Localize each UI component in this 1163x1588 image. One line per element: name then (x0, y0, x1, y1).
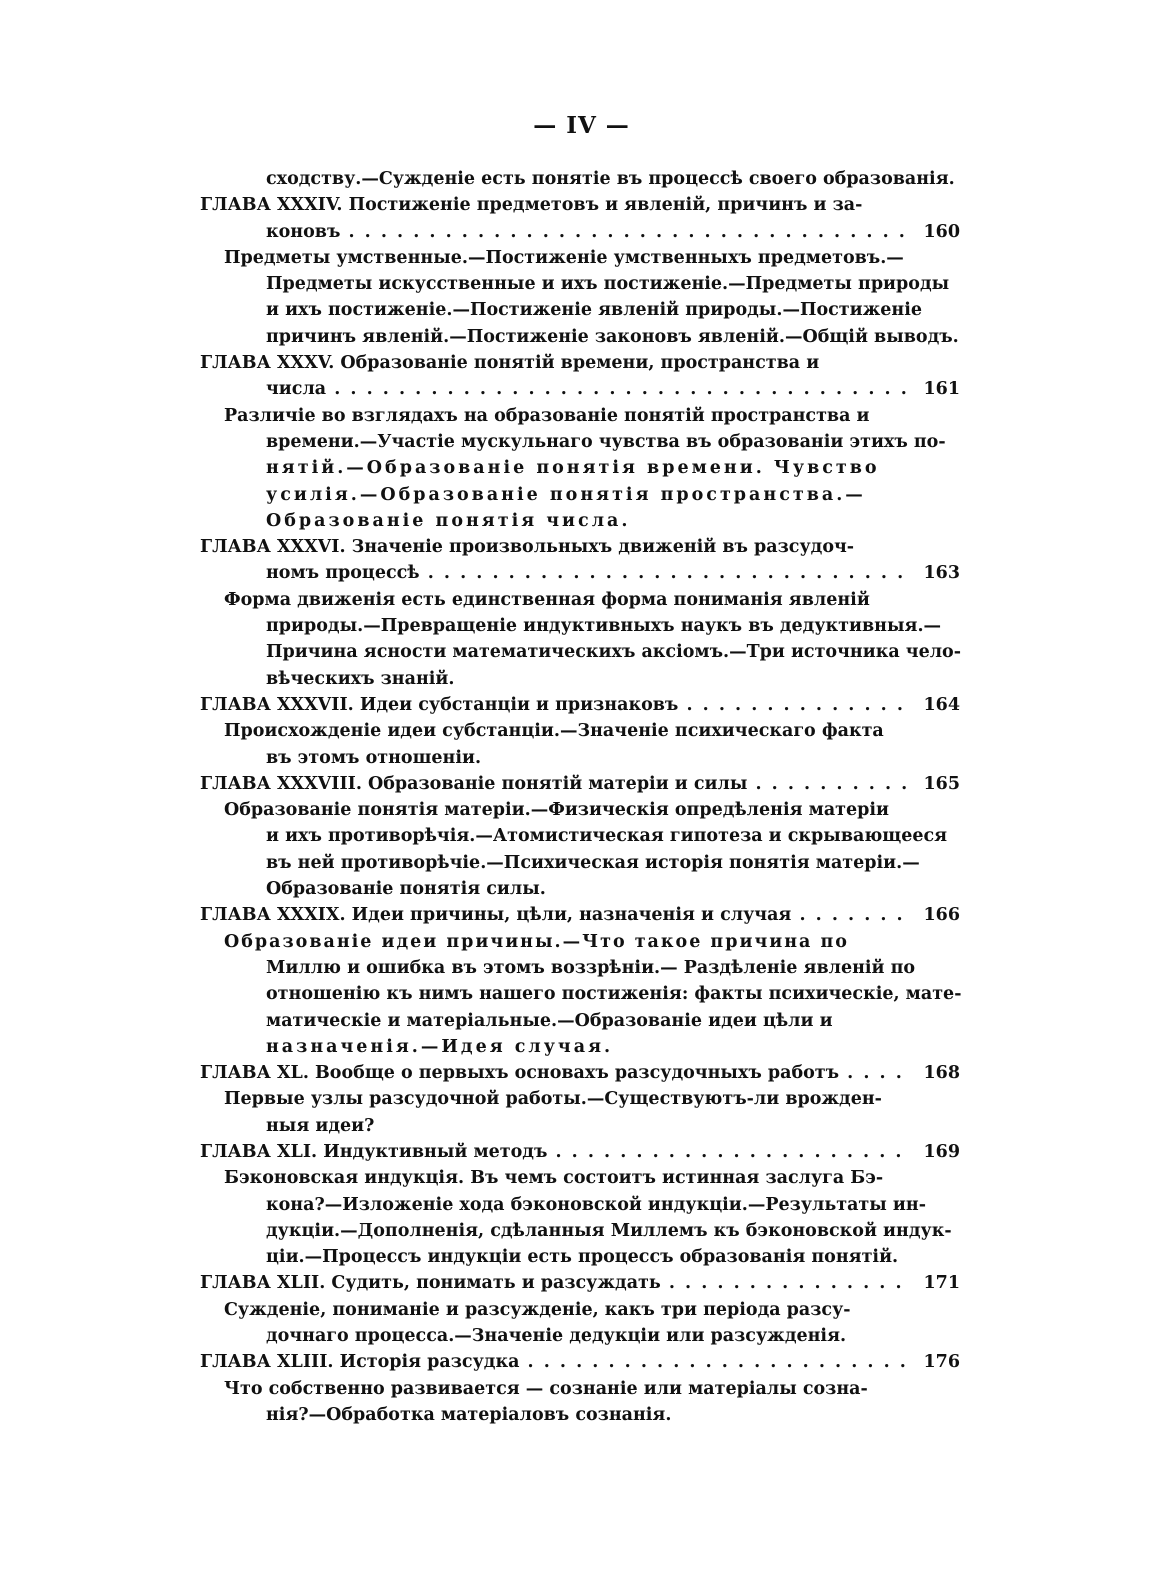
chapter-desc-line: Образованіе понятія числа. (266, 510, 631, 531)
chapter-desc-line: вѣческихъ знаній. (266, 668, 455, 689)
page-number: 168 (923, 1063, 960, 1084)
chapter-title: ГЛАВА XLII. Судить, понимать и разсуждать . . . (200, 1270, 906, 1296)
page-number: 176 (923, 1352, 960, 1373)
chapter-entry-xxxv (200, 350, 960, 534)
page-number: 164 (923, 694, 960, 715)
chapter-title: ГЛАВА XXXVI. Значеніе произвольныхъ движеній въ разсудоч- (200, 537, 855, 558)
chapter-desc-line: матическіе и матеріальные.—Образованіе идеи цѣли и (266, 1010, 833, 1031)
page-number: 163 (923, 563, 960, 584)
chapter-desc-line: въ этомъ отношеніи. (266, 747, 482, 768)
chapter-title-cont: номъ процессѣ . . . (266, 560, 906, 586)
chapter-desc-line: времени.—Участіе мускульнаго чувства въ образованіи этихъ по- (266, 431, 946, 452)
chapter-desc-line: природы.—Превращеніе индуктивныхъ наукъ въ дедуктивныя.— (266, 616, 942, 637)
page-number: 161 (923, 379, 960, 400)
chapter-desc-line: Предметы искусственные и ихъ постиженіе.—Предметы природы (266, 274, 950, 295)
chapter-desc-line: Предметы умственные.—Постиженіе умственныхъ предметовъ.— (224, 247, 904, 268)
chapter-desc-line: Образованіе идеи причины.—Что такое причина по (224, 931, 849, 952)
chapter-desc-line: кона?—Изложеніе хода бэконовской индукціи.—Результаты ин- (266, 1194, 926, 1215)
chapter-entry-xli (200, 1139, 960, 1270)
chapter-desc-line: Образованіе понятія силы. (266, 879, 546, 900)
chapter-desc-line: и ихъ противорѣчія.—Атомистическая гипотеза и скрывающееся (266, 826, 948, 847)
chapter-desc-line: дочнаго процесса.—Значеніе дедукціи или разсужденія. (266, 1326, 847, 1347)
chapter-desc-line: усилія.—Образованіе понятія пространства.— (266, 484, 866, 505)
chapter-title: ГЛАВА XXXV. Образованіе понятій времени, пространства и (200, 353, 820, 374)
chapter-desc-line: Сужденіе, пониманіе и разсужденіе, какъ три періода разсу- (224, 1299, 851, 1320)
chapter-desc-line: Что собственно развивается — сознаніе или матеріалы созна- (224, 1378, 868, 1399)
chapter-entry-xxxvii (200, 692, 960, 771)
chapter-entry-xl (200, 1060, 960, 1139)
chapter-title: ГЛАВА XL. Вообще о первыхъ основахъ разсудочныхъ работъ . . . (200, 1060, 906, 1086)
page-number: 160 (923, 221, 960, 242)
chapter-desc-line: нія?—Обработка матеріаловъ сознанія. (266, 1404, 672, 1425)
chapter-desc-line: Различіе во взглядахъ на образованіе понятій пространства и (224, 405, 870, 426)
page-number: 169 (923, 1141, 960, 1162)
chapter-title: ГЛАВА XLIII. Исторія разсудка . . . (200, 1349, 906, 1375)
chapter-desc-line: Образованіе понятія матеріи.—Физическія опредѣленія матеріи (224, 800, 890, 821)
chapter-desc-line: отношенію къ нимъ нашего постиженія: факты психическіе, мате- (266, 984, 962, 1005)
chapter-title: ГЛАВА XXXVIII. Образованіе понятій матеріи и силы . . . (200, 771, 906, 797)
chapter-desc-line: Миллю и ошибка въ этомъ воззрѣніи.— Раздѣленіе явленій по (266, 957, 916, 978)
chapter-entry-xxxvi (200, 534, 960, 692)
chapter-title: ГЛАВА XXXIX. Идеи причины, цѣли, назначенія и случая . . . (200, 902, 906, 928)
page-number: 165 (923, 773, 960, 794)
page-number: 171 (923, 1273, 960, 1294)
chapter-desc-line: Причина ясности математическихъ аксіомъ.—Три источника чело- (266, 642, 961, 663)
chapter-entry-xxxviii (200, 771, 960, 902)
chapter-title: ГЛАВА XXXIV. Постиженіе предметовъ и явленій, причинъ и за- (200, 195, 863, 216)
chapter-desc-line: Форма движенія есть единственная форма пониманія явленій (224, 589, 870, 610)
chapter-title-cont: коновъ . . . (266, 219, 906, 245)
chapter-desc-line: Происхожденіе идеи субстанціи.—Значеніе психическаго факта (224, 721, 884, 742)
intro-line: сходству.—Сужденіе есть понятіе въ процессѣ своего образованія. (266, 169, 955, 189)
chapter-desc-line: въ ней противорѣчіе.—Психическая исторія понятія матеріи.— (266, 852, 920, 873)
chapter-title: ГЛАВА XXXVII. Идеи субстанціи и признаковъ . . . (200, 692, 906, 718)
chapter-desc-line: ціи.—Процессъ индукціи есть процессъ образованія понятій. (266, 1247, 899, 1268)
chapter-entry-xxxix (200, 902, 960, 1060)
chapter-title: ГЛАВА XLI. Индуктивный методъ . . . (200, 1139, 906, 1165)
chapter-desc-line: назначенія.—Идея случая. (266, 1036, 614, 1057)
chapter-desc-line: причинъ явленій.—Постиженіе законовъ явленій.—Общій выводъ. (266, 326, 959, 347)
table-of-contents (200, 166, 960, 1428)
chapter-desc-line: Бэконовская индукція. Въ чемъ состоитъ истинная заслуга Бэ- (224, 1168, 884, 1189)
chapter-entry-xliii (200, 1349, 960, 1428)
page-marker: — IV — (533, 112, 630, 139)
chapter-desc-line: Первые узлы разсудочной работы.—Существуютъ-ли врожден- (224, 1089, 882, 1110)
page-number: 166 (923, 905, 960, 926)
chapter-desc-line: и ихъ постиженіе.—Постиженіе явленій природы.—Постиженіе (266, 300, 923, 321)
chapter-desc-line: дукціи.—Дополненія, сдѣланныя Миллемъ къ бэконовской индук- (266, 1220, 952, 1241)
chapter-title-cont: числа . . . (266, 376, 906, 402)
chapter-desc-line: нятій.—Образованіе понятія времени. Чувство (266, 458, 880, 479)
chapter-desc-line: ныя идеи? (266, 1115, 375, 1136)
chapter-entry-xxxiv (200, 192, 960, 350)
chapter-entry-xlii (200, 1270, 960, 1349)
